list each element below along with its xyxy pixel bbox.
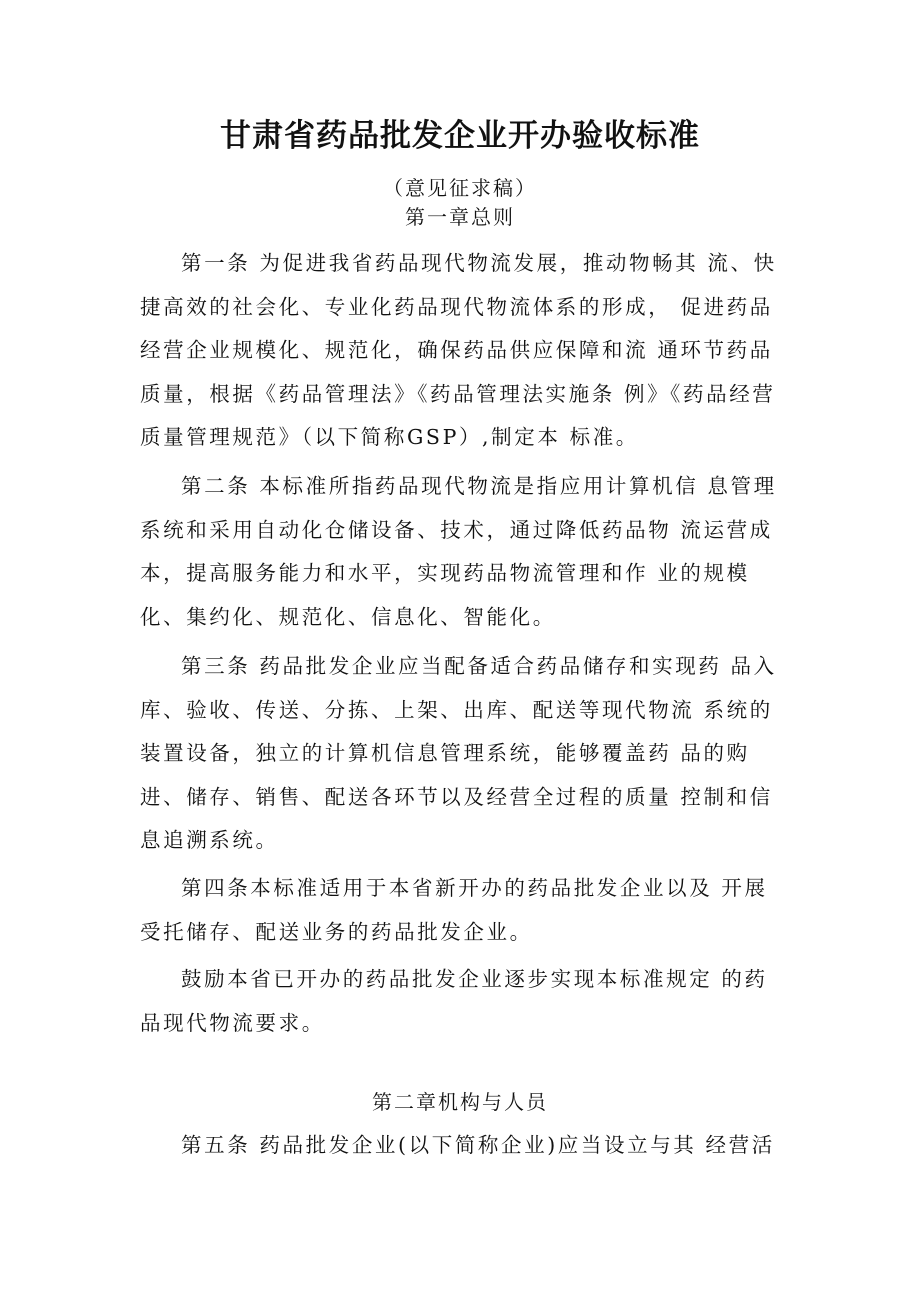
document-subtitle: （意见征求稿） bbox=[383, 176, 537, 200]
article-4-paragraph: 第四条本标准适用于本省新开办的药品批发企业以及 开展受托储存、配送业务的药品批发企业。 bbox=[140, 876, 768, 944]
chapter-2-heading: 第二章机构与人员 bbox=[372, 1090, 548, 1114]
article-1-paragraph: 第一条 为促进我省药品现代物流发展，推动物畅其 流、快捷高效的社会化、专业化药品现代物流体系的形成， 促进药品经营企业规模化、规范化，确保药品供应保障和流 通环节药品质量，根据《药品管理法》《药品管理法实施条 例》《药品经营质量管理规范》（以下简称GSP）,制定本 标准。 bbox=[140, 251, 777, 449]
chapter-1-heading: 第一章总则 bbox=[405, 205, 515, 229]
article-3-paragraph: 第三条 药品批发企业应当配备适合药品储存和实现药 品入库、验收、传送、分拣、上架、出库、配送等现代物流 系统的装置设备，独立的计算机信息管理系统，能够覆盖药 品的购进、储存、销售、配送各环节以及经营全过程的质量 控制和信息追溯系统。 bbox=[140, 654, 777, 852]
article-2-paragraph: 第二条 本标准所指药品现代物流是指应用计算机信 息管理系统和采用自动化仓储设备、技术，通过降低药品物 流运营成本，提高服务能力和水平，实现药品物流管理和作 业的规模化、集约化、规范化、信息化、智能化。 bbox=[140, 474, 777, 629]
document-title: 甘肃省药品批发企业开办验收标准 bbox=[220, 118, 700, 154]
encouragement-paragraph: 鼓励本省已开办的药品批发企业逐步实现本标准规定 的药品现代物流要求。 bbox=[140, 967, 768, 1035]
article-5-paragraph: 第五条 药品批发企业(以下简称企业)应当设立与其 经营活 bbox=[181, 1133, 775, 1157]
